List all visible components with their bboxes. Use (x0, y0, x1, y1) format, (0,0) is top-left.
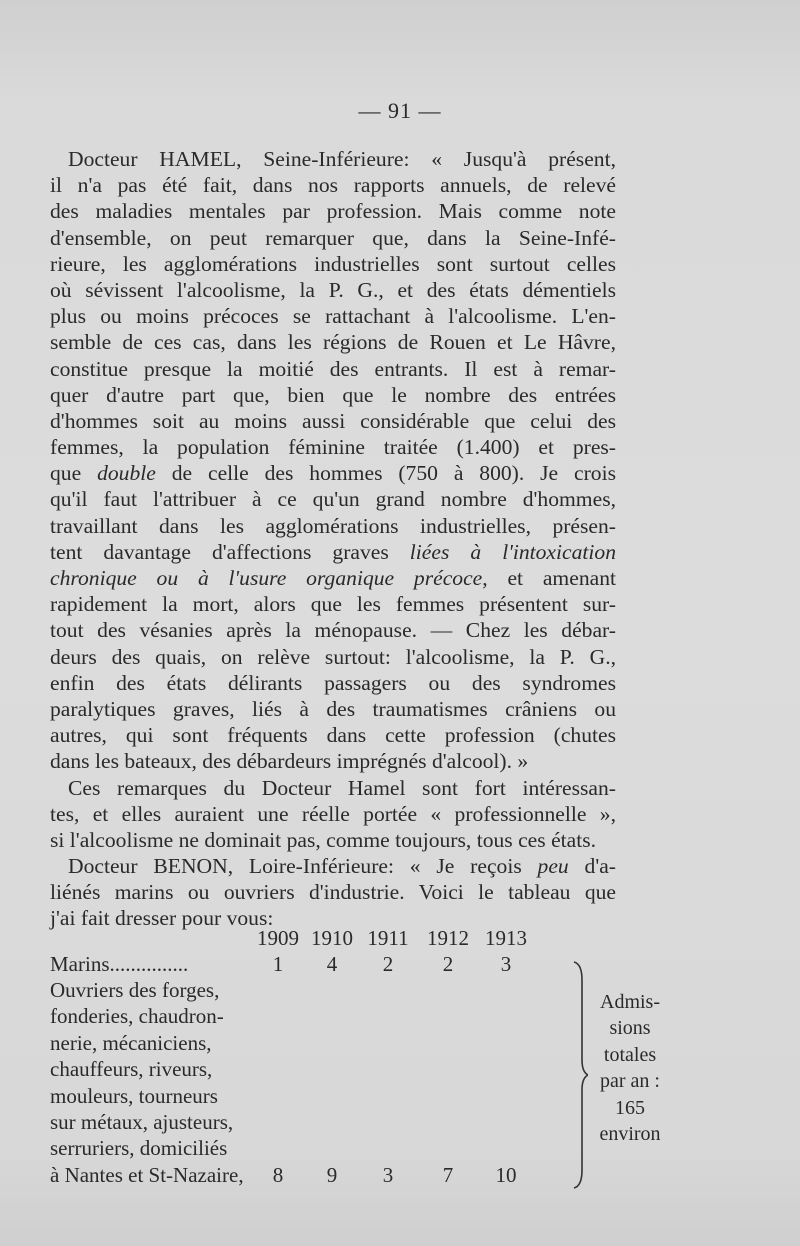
text-line: d'ensemble, on peut remarquer que, dans la Seine-Infé- (50, 225, 616, 250)
text-line: liénés marins ou ouvriers d'industrie. Voici le tableau que (50, 880, 616, 905)
table-cell: 3 (500, 952, 512, 976)
table-cell: 3 (382, 1162, 394, 1187)
row-label: fonderies, chaudron- (50, 1004, 224, 1029)
text-line: Docteur HAMEL, Seine-Inférieure: « Jusqu'à présent, (68, 147, 616, 171)
text-line: rapidement la mort, alors que les femmes présentent sur- (50, 592, 616, 617)
table-cell: 2 (442, 952, 454, 976)
admissions-note (590, 989, 670, 1147)
year-header: 1911 (367, 926, 409, 950)
text-line: où sévissent l'alcoolisme, la P. G., et des états démentiels (50, 277, 616, 302)
row-label: sur métaux, ajusteurs, (50, 1110, 234, 1134)
text-line: des maladies mentales par profession. Mais comme note (50, 199, 616, 224)
page-number: — 91 — (358, 98, 442, 123)
year-header: 1913 (485, 926, 527, 950)
text-line: tent davantage d'affections graves liées à l'intoxication (50, 539, 616, 564)
note-line: environ (599, 1123, 661, 1146)
table-cell: 2 (382, 952, 394, 976)
table-cell: 9 (326, 1162, 338, 1187)
note-line: par an : (600, 1070, 660, 1093)
table-cell: 1 (272, 952, 284, 976)
text-line: semble de ces cas, dans les régions de Rouen et Le Hâvre, (50, 330, 616, 355)
note-line: Admis- (600, 991, 660, 1013)
text-line: il n'a pas été fait, dans nos rapports annuels, de relevé (50, 173, 616, 198)
table-cell: 7 (442, 1162, 454, 1187)
text-line: plus ou moins précoces se rattachant à l'alcoolisme. L'en- (50, 304, 616, 329)
text-line: Docteur BENON, Loire-Inférieure: « Je reçois peu d'a- (68, 854, 616, 879)
row-label: à Nantes et St-Nazaire, (50, 1162, 244, 1187)
table-cell: 10 (495, 1162, 517, 1187)
row-label: Ouvriers des forges, (50, 978, 220, 1002)
row-label: mouleurs, tourneurs (50, 1083, 218, 1108)
row-label: Marins............... (50, 952, 189, 976)
note-line: totales (603, 1043, 657, 1066)
text-line: constitue presque la moitié des entrants. Il est à remar- (50, 356, 616, 381)
text-line: chronique ou à l'usure organique précoce, et amenant (50, 566, 616, 590)
text-line: tout des vésanies après la ménopause. — Chez les débar- (50, 618, 616, 643)
text-line: que double de celle des hommes (750 à 800). Je crois (50, 461, 616, 486)
text-line: autres, qui sont fréquents dans cette profession (chutes (50, 723, 616, 748)
row-label: nerie, mécaniciens, (50, 1030, 212, 1055)
text-line: deurs des quais, on relève surtout: l'alcoolisme, la P. G., (50, 644, 616, 669)
note-line: sions (609, 1017, 651, 1040)
text-line: paralytiques graves, liés à des traumatismes crâniens ou (50, 696, 616, 721)
text-line: si l'alcoolisme ne dominait pas, comme toujours, tous ces états. (50, 827, 597, 852)
text-line: travaillant dans les agglomérations industrielles, présen- (50, 513, 616, 538)
text-line: quer d'autre part que, bien que le nombre des entrées (50, 382, 616, 407)
year-header: 1912 (427, 926, 469, 950)
table-cell: 4 (326, 952, 338, 976)
note-line: 165 (615, 1096, 645, 1119)
text-line: d'hommes soit au moins aussi considérable que celui des (50, 408, 616, 433)
text-line: j'ai fait dresser pour vous: (50, 906, 274, 931)
text-line: enfin des états délirants passagers ou des syndromes (50, 670, 616, 695)
row-label: serruriers, domiciliés (50, 1136, 228, 1161)
text-line: qu'il faut l'attribuer à ce qu'un grand nombre d'hommes, (50, 487, 616, 512)
brace-icon (572, 960, 588, 1190)
row-label: chauffeurs, riveurs, (50, 1057, 213, 1082)
text-line: Ces remarques du Docteur Hamel sont fort intéressan- (68, 775, 616, 800)
year-header: 1910 (311, 926, 353, 950)
table-cell: 8 (272, 1162, 284, 1187)
body-text (50, 146, 616, 932)
year-header: 1909 (257, 926, 299, 950)
text-line: tes, et elles auraient une réelle portée « professionnelle », (50, 801, 616, 826)
text-line: dans les bateaux, des débardeurs imprégnés d'alcool). » (50, 749, 529, 774)
text-line: rieure, les agglomérations industrielles sont surtout celles (50, 251, 616, 276)
text-line: femmes, la population féminine traitée (1.400) et pres- (50, 435, 616, 460)
